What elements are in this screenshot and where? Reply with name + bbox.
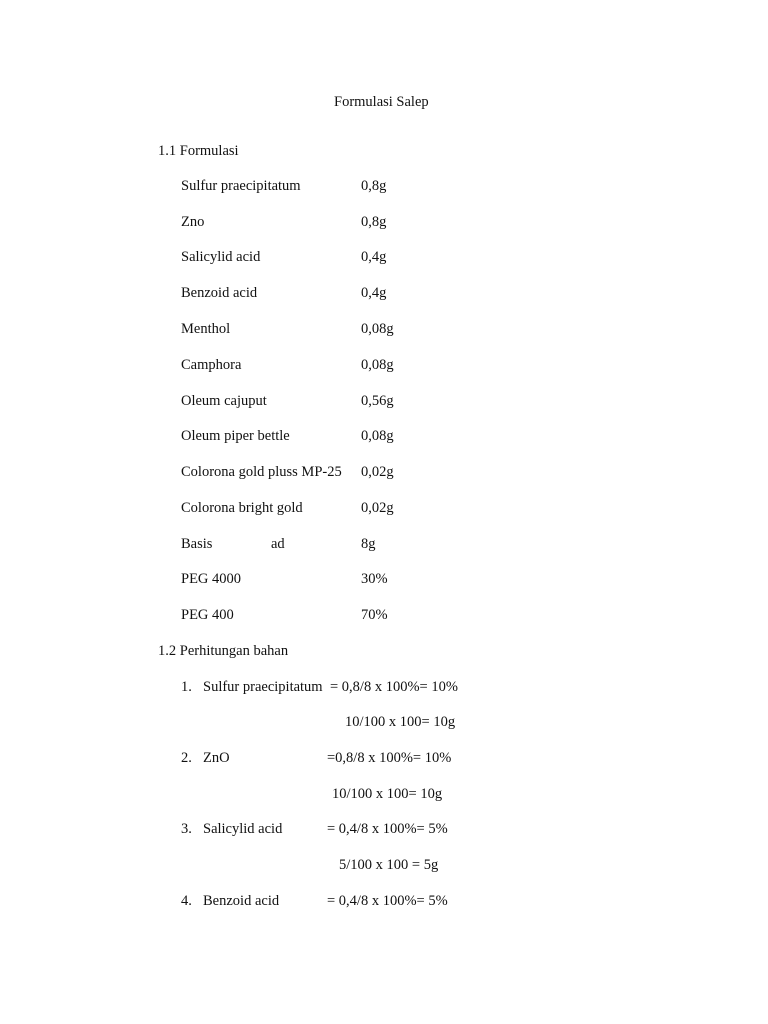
step-calc: =0,8/8 x 100%= 10% — [327, 750, 452, 766]
step-name: Sulfur praecipitatum — [203, 679, 323, 695]
step-result: 10/100 x 100= 10g — [332, 786, 443, 802]
ingredient-name: Basis — [181, 536, 213, 552]
ingredient-note: ad — [271, 536, 285, 552]
ingredient-name: Camphora — [181, 357, 242, 373]
ingredient-name: Salicylid acid — [181, 249, 261, 265]
step-calc: = 0,4/8 x 100%= 5% — [327, 821, 448, 837]
ingredient-amount: 0,4g — [361, 285, 387, 301]
ingredient-name: Colorona bright gold — [181, 500, 303, 516]
step-number: 4. — [181, 893, 192, 909]
step-number: 1. — [181, 679, 192, 695]
ingredient-name: Oleum cajuput — [181, 393, 267, 409]
section-heading-perhitungan: 1.2 Perhitungan bahan — [158, 643, 289, 659]
ingredient-amount: 0,8g — [361, 214, 387, 230]
section-heading-formulasi: 1.1 Formulasi — [158, 143, 239, 159]
ingredient-amount: 0,08g — [361, 321, 394, 337]
step-number: 3. — [181, 821, 192, 837]
ingredient-name: Colorona gold pluss MP-25 — [181, 464, 342, 480]
step-name: Benzoid acid — [203, 893, 280, 909]
step-calc: = 0,4/8 x 100%= 5% — [327, 893, 448, 909]
ingredient-name: Sulfur praecipitatum — [181, 178, 301, 194]
ingredient-name: Oleum piper bettle — [181, 428, 290, 444]
ingredient-amount: 8g — [361, 536, 376, 552]
page-title: Formulasi Salep — [334, 94, 429, 110]
ingredient-name: Zno — [181, 214, 205, 230]
ingredient-amount: 70% — [361, 607, 388, 623]
step-calc: = 0,8/8 x 100%= 10% — [330, 679, 458, 695]
ingredient-amount: 0,08g — [361, 357, 394, 373]
step-number: 2. — [181, 750, 192, 766]
step-result: 10/100 x 100= 10g — [345, 714, 456, 730]
ingredient-amount: 0,02g — [361, 464, 394, 480]
step-name: ZnO — [203, 750, 230, 766]
ingredient-amount: 0,4g — [361, 249, 387, 265]
ingredient-name: PEG 4000 — [181, 571, 242, 587]
ingredient-name: Menthol — [181, 321, 231, 337]
ingredient-amount: 0,02g — [361, 500, 394, 516]
ingredient-amount: 30% — [361, 571, 388, 587]
ingredient-amount: 0,8g — [361, 178, 387, 194]
step-name: Salicylid acid — [203, 821, 283, 837]
ingredient-name: Benzoid acid — [181, 285, 258, 301]
ingredient-amount: 0,08g — [361, 428, 394, 444]
step-result: 5/100 x 100 = 5g — [339, 857, 439, 873]
ingredient-amount: 0,56g — [361, 393, 394, 409]
ingredient-name: PEG 400 — [181, 607, 234, 623]
